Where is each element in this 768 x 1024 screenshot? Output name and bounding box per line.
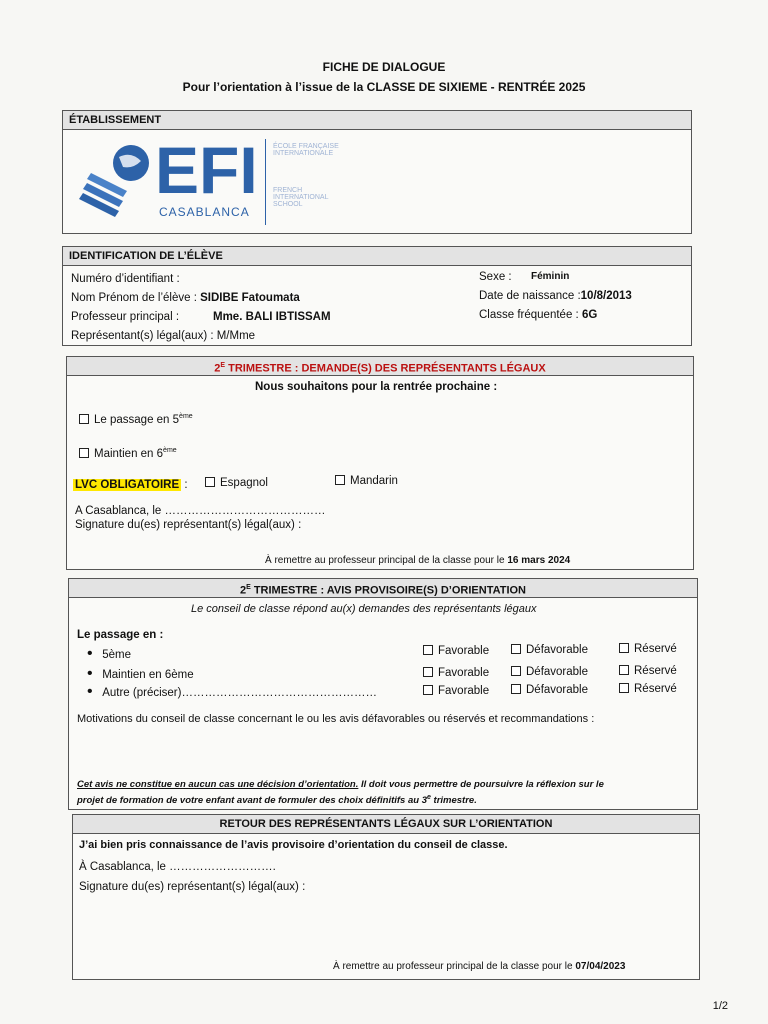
- class-value: 6G: [581, 309, 598, 321]
- demande-return: À remettre au professeur principal de la classe pour le 16 mars 2024: [265, 555, 571, 566]
- avis-row-autre: • Autre (préciser)……………………………………………: [87, 683, 377, 700]
- avis-intro: Le conseil de classe répond au(x) demandes des représentants légaux: [191, 603, 537, 615]
- avis-row-5e: • 5ème: [87, 645, 131, 662]
- document-subtitle: Pour l’orientation à l’issue de la CLASSE DE SIXIEME - RENTRÉE 2025: [182, 80, 586, 94]
- student-name-label: Nom Prénom de l’élève :: [71, 292, 197, 304]
- demande-signature: Signature du(es) représentant(s) légal(aux) :: [75, 519, 302, 531]
- class-label: Classe fréquentée :: [479, 309, 579, 321]
- checkbox-autre-reserve[interactable]: [619, 683, 629, 693]
- logo-en-text: FRENCH INTERNATIONAL SCHOOL: [273, 187, 329, 208]
- lvc-row: LVC OBLIGATOIRE :: [75, 479, 188, 491]
- retour-ack: J’ai bien pris connaissance de l’avis provisoire d’orientation du conseil de classe.: [79, 839, 508, 851]
- rep-label: Représentant(s) légal(aux) : M/Mme: [71, 330, 256, 342]
- checkbox-autre-defavorable[interactable]: [511, 684, 521, 694]
- avis-row-maintien: • Maintien en 6ème: [87, 665, 194, 682]
- avis-5e-defavorable[interactable]: Défavorable: [511, 644, 588, 656]
- checkbox-espagnol[interactable]: [205, 477, 215, 487]
- retour-section: [72, 814, 700, 980]
- avis-autre-favorable[interactable]: Favorable: [423, 685, 489, 697]
- avis-autre-reserve[interactable]: Réservé: [619, 683, 677, 695]
- prof-row: [71, 311, 179, 323]
- demande-intro: Nous souhaitons pour la rentrée prochaine :: [255, 381, 498, 393]
- option-passage-5e[interactable]: Le passage en 5ème: [79, 413, 193, 426]
- checkbox-passage-5e[interactable]: [79, 414, 89, 424]
- avis-section: [68, 578, 698, 810]
- checkbox-maintien-defavorable[interactable]: [511, 666, 521, 676]
- birth-value: 10/8/2013: [580, 290, 632, 302]
- option-maintien-6e[interactable]: Maintien en 6ème: [79, 447, 177, 460]
- etablissement-heading: ÉTABLISSEMENT: [63, 111, 691, 130]
- retour-heading: RETOUR DES REPRÉSENTANTS LÉGAUX SUR L’ORIENTATION: [73, 815, 699, 834]
- class-row: [479, 309, 597, 321]
- page-number: 1/2: [712, 1000, 728, 1012]
- identification-section: [62, 246, 692, 346]
- prof-label: Professeur principal :: [71, 311, 180, 323]
- logo-divider: [265, 139, 266, 225]
- identification-heading: IDENTIFICATION DE L’ÉLÈVE: [63, 247, 691, 266]
- student-name-value: SIDIBE Fatoumata: [200, 292, 300, 304]
- document-title: FICHE DE DIALOGUE: [322, 60, 446, 74]
- logo-fr-text: ÉCOLE FRANÇAISE INTERNATIONALE: [273, 143, 339, 157]
- avis-maintien-reserve[interactable]: Réservé: [619, 665, 677, 677]
- logo-city-text: CASABLANCA: [159, 205, 250, 219]
- avis-motivations: Motivations du conseil de classe concernant le ou les avis défavorables ou réservés et recommandations :: [77, 713, 595, 725]
- birth-label: Date de naissance :: [479, 290, 581, 302]
- checkbox-maintien-favorable[interactable]: [423, 667, 433, 677]
- demande-heading: $2^E$ TRIMESTRE : DEMANDE(S) DES REPRÉSENTANTS LÉGAUX: [67, 357, 693, 376]
- avis-warning-line2: projet de formation de votre enfant avant de formuler des choix définitifs au 3e trimestre.: [77, 794, 477, 807]
- etablissement-section: [62, 110, 692, 234]
- retour-place: À Casablanca, le ……………………….: [79, 861, 276, 873]
- logo-main-text: EFI: [155, 133, 258, 207]
- efi-logo: [75, 133, 375, 229]
- sexe-label: Sexe :: [479, 271, 512, 283]
- avis-5e-favorable[interactable]: Favorable: [423, 645, 489, 657]
- sexe-value: Féminin: [531, 271, 570, 282]
- avis-autre-defavorable[interactable]: Défavorable: [511, 684, 588, 696]
- avis-heading: $2^E$ TRIMESTRE : AVIS PROVISOIRE(S) D’ORIENTATION: [69, 579, 697, 598]
- student-name-row: [71, 292, 300, 304]
- checkbox-5e-defavorable[interactable]: [511, 644, 521, 654]
- option-espagnol[interactable]: Espagnol: [205, 477, 268, 489]
- id-label: Numéro d’identifiant :: [71, 273, 180, 285]
- checkbox-5e-reserve[interactable]: [619, 643, 629, 653]
- checkbox-5e-favorable[interactable]: [423, 645, 433, 655]
- checkbox-maintien-6e[interactable]: [79, 448, 89, 458]
- birth-row: [479, 290, 632, 302]
- lvc-label: LVC OBLIGATOIRE: [75, 479, 180, 491]
- checkbox-mandarin[interactable]: [335, 475, 345, 485]
- book-globe-icon: [75, 141, 155, 221]
- option-mandarin[interactable]: Mandarin: [335, 475, 398, 487]
- avis-maintien-defavorable[interactable]: Défavorable: [511, 666, 588, 678]
- checkbox-maintien-reserve[interactable]: [619, 665, 629, 675]
- demande-place: A Casablanca, le ……………………………………: [75, 505, 326, 517]
- avis-maintien-favorable[interactable]: Favorable: [423, 667, 489, 679]
- avis-5e-reserve[interactable]: Réservé: [619, 643, 677, 655]
- demande-section: [66, 356, 694, 570]
- prof-value: Mme. BALI IBTISSAM: [213, 311, 331, 323]
- retour-signature: Signature du(es) représentant(s) légal(aux) :: [79, 881, 306, 893]
- passage-label: Le passage en :: [77, 629, 164, 641]
- checkbox-autre-favorable[interactable]: [423, 685, 433, 695]
- retour-return: À remettre au professeur principal de la classe pour le 07/04/2023: [333, 961, 626, 972]
- avis-warning-line1: Cet avis ne constitue en aucun cas une décision d’orientation. Il doit vous permettre de poursuivre la réflexion sur le: [77, 779, 604, 790]
